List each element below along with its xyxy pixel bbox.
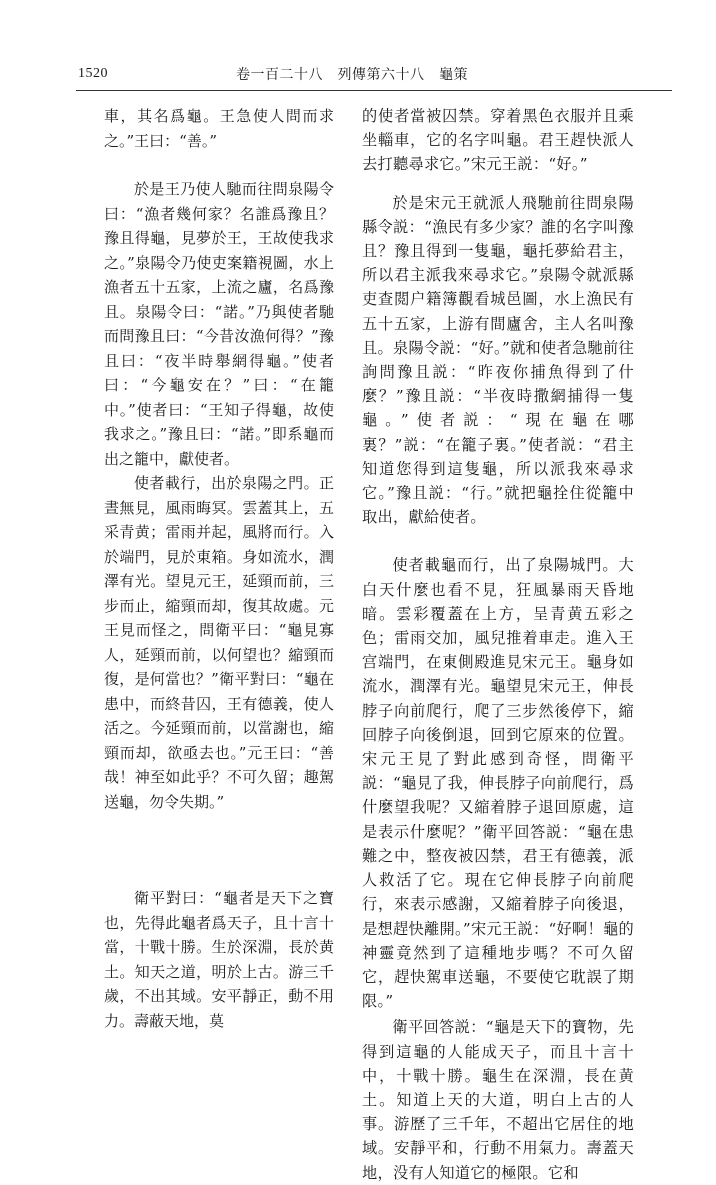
translation-paragraph: 於是宋元王就派人飛馳前往問泉陽縣令説：“漁民有多少家？誰的名字叫豫且？豫且得到一隻龜，龜托夢給君主，所以君主派我來尋求它。”泉陽令就派縣吏查閲户籍簿觀看城邑圖，水上漁民有五十五家，上游有間廬舍，主人名叫豫且。泉陽令説：“好。”就和使者急馳前往詢問豫且説：“昨夜你捕魚得到了什麼？”豫且説：“半夜時撒網捕得一隻龜。”使者説：“現在龜在哪裏？”説：“在籠子裏。”使者説：“君主知道您得到這隻龜，所以派我來尋求它。”豫且説：“行。”就把龜拴住從籠中取出，獻給使者。: [362, 193, 634, 527]
classical-text-column: [104, 104, 334, 1033]
classical-paragraph: 車，其名爲龜。王急使人問而求之。”王曰：“善。”: [104, 107, 334, 150]
translation-column: [362, 104, 634, 1185]
translation-paragraph: 使者載龜而行，出了泉陽城門。大白天什麼也看不見，狂風暴雨天昏地暗。雲彩覆蓋在上方，呈青黄五彩之色；雷雨交加，風兒推着車走。進入王宫端門，在東側殿進見宋元王。龜身如流水，潤澤有光。龜望見宋元王，伸長脖子向前爬行，爬了三步然後停下，縮回脖子向後倒退，回到它原來的位置。宋元王見了對此感到奇怪，問衛平説：“龜見了我，伸長脖子向前爬行，爲什麼望我呢？又縮着脖子退回原處，這是表示什麼呢？”衛平回答説：“龜在患難之中，整夜被囚禁，君王有德義，派人救活了它。現在它伸長脖子向前爬行，來表示感謝，又縮着脖子向後退，是想趕快離開。”宋元王説：“好啊！龜的神靈竟然到了這種地步嗎？不可久留它，趕快駕車送龜，不要使它耽誤了期限。”: [362, 556, 634, 1011]
translation-paragraph: 衛平回答説：“龜是天下的寶物，先得到這龜的人能成天子，而且十言十中，十戰十勝。龜生在深淵，長在黄土。知道上天的大道，明白上古的人事。游歷了三千年，不超出它居住的地域。安靜平和，行動不用氣力。壽蓋天地，没有人知道它的極限。它和: [362, 1018, 634, 1182]
page-number: 1520: [78, 66, 108, 81]
page-header: [0, 0, 716, 95]
classical-paragraph: 使者載行，出於泉陽之門。正晝無見，風雨晦冥。雲蓋其上，五采青黄；雷雨并起，風將而行。入於端門，見於東箱。身如流水，潤澤有光。望見元王，延頸而前，三步而止，縮頸而却，復其故處。元王見而怪之，問衛平曰：“龜見寡人，延頸而前，以何望也？縮頸而復，是何當也？”衛平對曰：“龜在患中，而終昔囚，王有德義，使人活之。今延頸而前，以當謝也，縮頸而却，欲亟去也。”元王曰：“善哉！神至如此乎？不可久留；趣駕送龜，勿令失期。”: [104, 474, 334, 811]
running-head: 卷一百二十八 列傳第六十八 龜策: [236, 67, 468, 83]
classical-paragraph: 衛平對曰：“龜者是天下之寶也，先得此龜者爲天子，且十言十當，十戰十勝。生於深淵，長於黄土。知天之道，明於上古。游三千歲，不出其域。安平靜正，動不用力。壽蔽天地，莫: [104, 889, 334, 1030]
classical-paragraph: 於是王乃使人馳而往問泉陽令曰：“漁者幾何家？名誰爲豫且？豫且得龜，見夢於王，王故使我求之。”泉陽令乃使吏案籍視圖，水上漁者五十五家，上流之廬，名爲豫且。泉陽令曰：“諾。”乃與使者馳而問豫且曰：“今昔汝漁何得？”豫且曰：“夜半時舉網得龜。”使者曰：“今龜安在？”曰：“在籠中。”使者曰：“王知子得龜，故使我求之。”豫且曰：“諾。”即系龜而出之籠中，獻使者。: [104, 180, 334, 468]
translation-paragraph: 的使者當被囚禁。穿着黑色衣服并且乘坐輜車，它的名字叫龜。君王趕快派人去打聽尋求它。”宋元王説：“好。”: [362, 107, 634, 174]
header-rule: [76, 90, 672, 91]
